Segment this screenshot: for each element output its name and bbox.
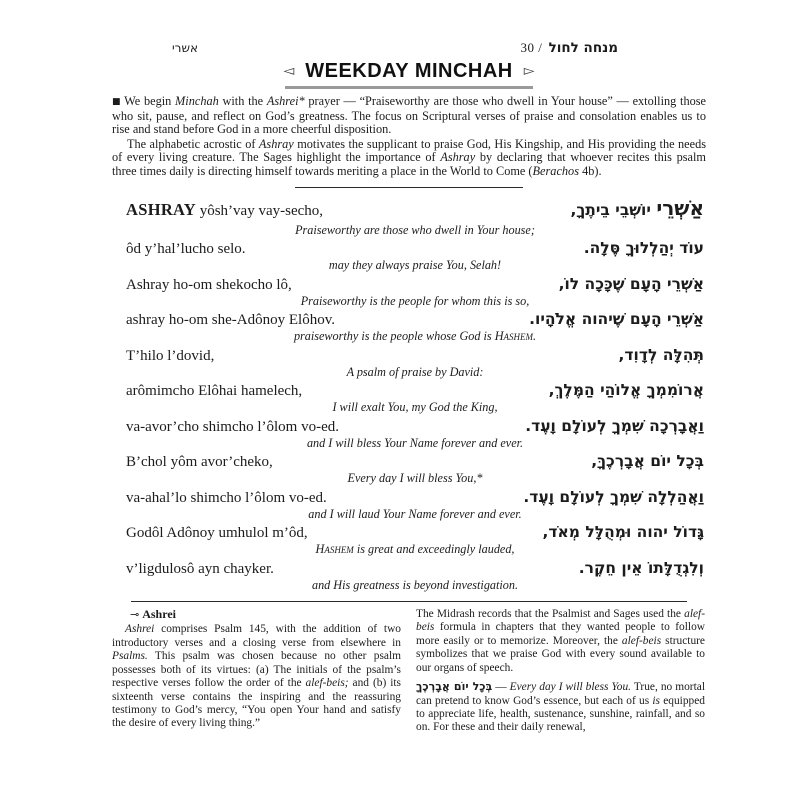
italic-text: alef-beis; <box>305 677 349 690</box>
introduction-text <box>112 95 706 179</box>
hebrew-text: תְּהִלָּה לְדָוִד, <box>618 345 704 364</box>
commentary-right-column <box>416 608 705 740</box>
text-run: prayer — “Praiseworthy are those who dwell in Your house” — extolling those who sit, pause, and reflect on God’s greatness. The focus on Scriptural verses of praise and consolation enables us to rise and stand before God in a more cheerful disposition. <box>112 94 706 137</box>
hebrew-text: גָּדוֹל יהוה וּמְהֻלָּל מְאֹד, <box>542 523 704 542</box>
verse-main-line <box>126 197 704 224</box>
commentary-heading <box>130 608 401 621</box>
text-run: with the <box>218 94 267 108</box>
verse-translation: Hashem is great and exceedingly lauded, <box>315 542 515 557</box>
intro-paragraph <box>112 138 706 179</box>
prayer-verse <box>126 522 704 557</box>
commentary-left-column <box>112 608 401 740</box>
transliteration-text: Ashray ho-om shekocho lô, <box>126 276 292 293</box>
commentary-paragraph <box>416 680 705 735</box>
divine-name: Hashem <box>494 329 533 344</box>
prayer-verse <box>126 380 704 415</box>
italic-text: Ashrei* <box>266 94 305 108</box>
text-run: — <box>492 681 510 694</box>
hebrew-text: וְלִגְדֻלָּתוֹ אֵין חֵקֶר. <box>578 558 704 577</box>
transliteration-text: B’chol yôm avor’cheko, <box>126 454 273 471</box>
hebrew-text: עוֹד יְהַלְלוּךָ סֶּלָה. <box>583 239 704 258</box>
transliteration-text: T’hilo l’dovid, <box>126 347 215 364</box>
transliteration-text: v’ligdulosô ayn chayker. <box>126 560 274 577</box>
transliteration-text: arômimcho Elôhai hamelech, <box>126 383 303 400</box>
verse-main-line <box>126 380 704 401</box>
text-run: comprises Psalm 145, with the addition of two introductory verses and a closing verse from elsewhere in <box>112 623 401 649</box>
commentary-divider <box>131 601 687 602</box>
italic-text: alef-beis <box>416 608 705 634</box>
verse-main-line <box>126 487 704 508</box>
divine-name: Hashem <box>315 542 354 557</box>
text-run: This psalm was chosen because no other psalm possesses both of its virtues: (a) The initials of the psalm’s respective verses follow the order of the <box>112 650 401 690</box>
prayer-verse <box>126 416 704 451</box>
verse-translation: praiseworthy is the people whose God is Hashem. <box>293 329 537 344</box>
verse-main-line <box>126 451 704 472</box>
prayer-verse <box>126 487 704 522</box>
verse-main-line <box>126 238 704 259</box>
verse-translation: A psalm of praise by David: <box>346 364 484 379</box>
verse-main-line <box>126 345 704 366</box>
transliteration-text: ASHRAY yôsh’vay vay-secho, <box>126 199 324 219</box>
text-run: motivates the supplicant to praise God, His Kingship, and His providing the needs of every living creature. The Sages highlight the importance of <box>112 136 707 165</box>
text-run: formula in chapters that they wanted people to follow more easily or to memorize. Moreover, the <box>416 621 705 647</box>
text-run: True, no mortal can pretend to know God’s essence, but each of us <box>416 681 705 707</box>
verse-main-line <box>126 416 704 437</box>
text-run: We begin <box>124 94 176 108</box>
hebrew-text: וַאֲהַלְלָה שִׁמְךָ לְעוֹלָם וָעֶד. <box>523 487 704 506</box>
italic-text: alef-beis <box>621 634 662 647</box>
verse-translation: Praiseworthy are those who dwell in Your house; <box>295 222 535 237</box>
page-number: 30 / <box>520 40 543 55</box>
hebrew-text: אַשְׁרֵי יוֹשְׁבֵי בֵיתֶךָ, <box>570 195 704 220</box>
hebrew-section-title: מנחה לחול <box>548 40 618 56</box>
title-rule <box>285 86 533 89</box>
commentary-paragraph <box>112 623 401 730</box>
text-run: equipped to appreciate life, health, sustenance, sunshine, rainfall, and so on. For these and their daily renewal, <box>416 694 705 734</box>
verse-translation: Praiseworthy is the people for whom this is so, <box>300 293 530 308</box>
running-head-right <box>520 40 618 56</box>
running-head <box>112 40 706 56</box>
verse-translation: and I will bless Your Name forever and ever. <box>306 435 524 450</box>
italic-text: Every day I will bless You. <box>509 681 632 694</box>
square-bullet-icon: ■ <box>112 97 122 107</box>
left-ornament-icon: ◅ <box>283 63 295 79</box>
italic-text: Berachos <box>532 163 579 178</box>
verse-translation: I will exalt You, my God the King, <box>332 400 498 415</box>
italic-text: Minchah <box>175 94 219 108</box>
verse-translation: and His greatness is beyond investigation. <box>311 577 519 592</box>
prayer-verse <box>126 451 704 486</box>
italic-text: Psalms. <box>112 650 148 663</box>
right-ornament-icon: ▻ <box>523 63 535 79</box>
commentary-heading-label: Ashrei <box>142 607 176 622</box>
prayer-verse <box>126 345 704 380</box>
verse-translation: and I will laud Your Name forever and ever. <box>308 506 522 521</box>
italic-text: is <box>652 694 660 707</box>
prayer-verse <box>126 197 704 238</box>
text-run: by declaring that whoever recites this psalm three times daily is directing himself towards meriting a place in the World to Come ( <box>112 150 706 178</box>
verse-main-line <box>126 274 704 295</box>
italic-text: Ashray <box>440 150 476 165</box>
intro-paragraph <box>112 95 706 137</box>
transliteration-text: ôd y’hal’lucho selo. <box>126 241 246 258</box>
verse-main-line <box>126 558 704 579</box>
commentary-marker-icon: ⊸ <box>130 608 140 622</box>
verse-translation: Every day I will bless You,* <box>347 471 483 486</box>
text-run: 4b). <box>579 163 602 178</box>
hebrew-text: אַשְׁרֵי הָעָם שֶׁכָּכָה לוֹ, <box>558 274 704 293</box>
transliteration-text: Godôl Adônoy umhulol m’ôd, <box>126 525 308 542</box>
italic-text: Ashray <box>258 136 294 151</box>
hebrew-leadword: אַשְׁרֵי <box>656 195 704 220</box>
transliteration-leadword: ASHRAY <box>126 199 196 219</box>
running-head-left: אשרי <box>172 41 198 55</box>
section-divider <box>295 187 523 188</box>
italic-text: Ashrei <box>125 623 155 636</box>
verse-main-line <box>126 309 704 330</box>
verse-translation: may they always praise You, Selah! <box>328 258 502 273</box>
commentary-paragraph <box>416 608 705 675</box>
hebrew-text: בְּכָל יוֹם אֲבָרְכֶךָּ, <box>591 452 704 471</box>
text-run: and (b) its sixteenth verse contains the inspiring and the reassuring testimony to God’s mercy, “You open Your hand and satisfy the desire of every living thing.” <box>112 677 401 730</box>
prayer-verse <box>126 238 704 273</box>
verse-main-line <box>126 522 704 543</box>
page-title: WEEKDAY MINCHAH <box>305 60 513 82</box>
text-run: The Midrash records that the Psalmist and Sages used the <box>416 608 685 621</box>
hebrew-text: אֲרוֹמִמְךָ אֱלוֹהַי הַמֶּלֶךְ, <box>548 381 704 400</box>
text-run: structure symbolizes that we praise God with every sound available to our organs of speech. <box>416 634 705 674</box>
hebrew-text: אַשְׁרֵי הָעָם שֶׁיהוה אֱלֹהָיו. <box>529 310 704 329</box>
prayer-verse <box>126 309 704 344</box>
hebrew-text: וַאֲבָרְכָה שִׁמְךָ לְעוֹלָם וָעֶד. <box>525 416 704 435</box>
transliteration-text: va-avor’cho shimcho l’ôlom vo-ed. <box>126 418 339 435</box>
section-title-row <box>112 60 706 83</box>
prayer-verse <box>126 558 704 593</box>
ashrei-prayer-text <box>112 197 706 593</box>
prayer-verse <box>126 274 704 309</box>
hebrew-phrase: בְּכָל יוֹם אֲבָרְכֶךָ <box>416 680 493 694</box>
transliteration-text: ashray ho-om she-Adônoy Elôhov. <box>126 312 335 329</box>
text-run: The alphabetic acrostic of <box>127 136 259 151</box>
transliteration-text: va-ahal’lo shimcho l’ôlom vo-ed. <box>126 489 327 506</box>
commentary <box>112 608 706 740</box>
